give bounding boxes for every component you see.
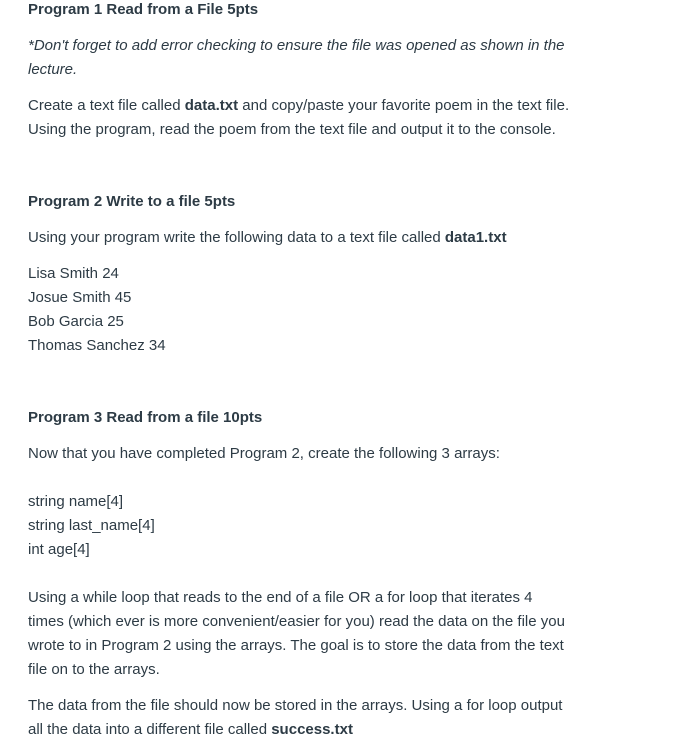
program3-para2-line2 — [28, 718, 353, 742]
program3-heading: Program 3 Read from a file 10pts — [28, 409, 263, 426]
program3-para2-text: all the data into a different file called — [28, 721, 272, 738]
program1-instructions-line2: Using the program, read the poem from the text file and output it to the console. — [28, 121, 556, 138]
program1-heading: Program 1 Read from a File 5pts — [28, 1, 259, 18]
program2-heading: Program 2 Write to a file 5pts — [28, 193, 236, 210]
program3-para1-line: file on to the arrays. — [28, 661, 160, 678]
program2-intro — [28, 226, 507, 250]
program3-intro: Now that you have completed Program 2, create the following 3 arrays: — [28, 445, 500, 462]
program1-text: Create a text file called — [28, 97, 185, 114]
program3-para1-line: times (which ever is more convenient/easier for you) read the data on the file you — [28, 613, 565, 630]
program3-para1-line: Using a while loop that reads to the end of a file OR a for loop that iterates 4 — [28, 589, 533, 606]
program1-instructions-line1 — [28, 94, 569, 118]
data1-txt-filename: data1.txt — [444, 229, 507, 246]
program1-note-line1: *Don't forget to add error checking to ensure the file was opened as shown in the — [28, 37, 565, 54]
program1-note-line2: lecture. — [28, 61, 78, 78]
data-line: Lisa Smith 24 — [28, 265, 119, 282]
success-txt-filename: success.txt — [271, 721, 353, 738]
array-declaration: string name[4] — [28, 493, 124, 510]
data-line: Thomas Sanchez 34 — [28, 337, 166, 354]
data-line: Josue Smith 45 — [28, 289, 132, 306]
program1-text: and copy/paste your favorite poem in the text file. — [238, 97, 570, 114]
array-declaration: string last_name[4] — [28, 517, 155, 534]
program3-para1-line: wrote to in Program 2 using the arrays. The goal is to store the data from the text — [28, 637, 564, 654]
program2-intro-text: Using your program write the following data to a text file called — [28, 229, 445, 246]
data-txt-filename: data.txt — [184, 97, 239, 114]
array-declaration: int age[4] — [28, 541, 90, 558]
data-line: Bob Garcia 25 — [28, 313, 124, 330]
program3-para2-line1: The data from the file should now be stored in the arrays. Using a for loop output — [28, 697, 563, 714]
